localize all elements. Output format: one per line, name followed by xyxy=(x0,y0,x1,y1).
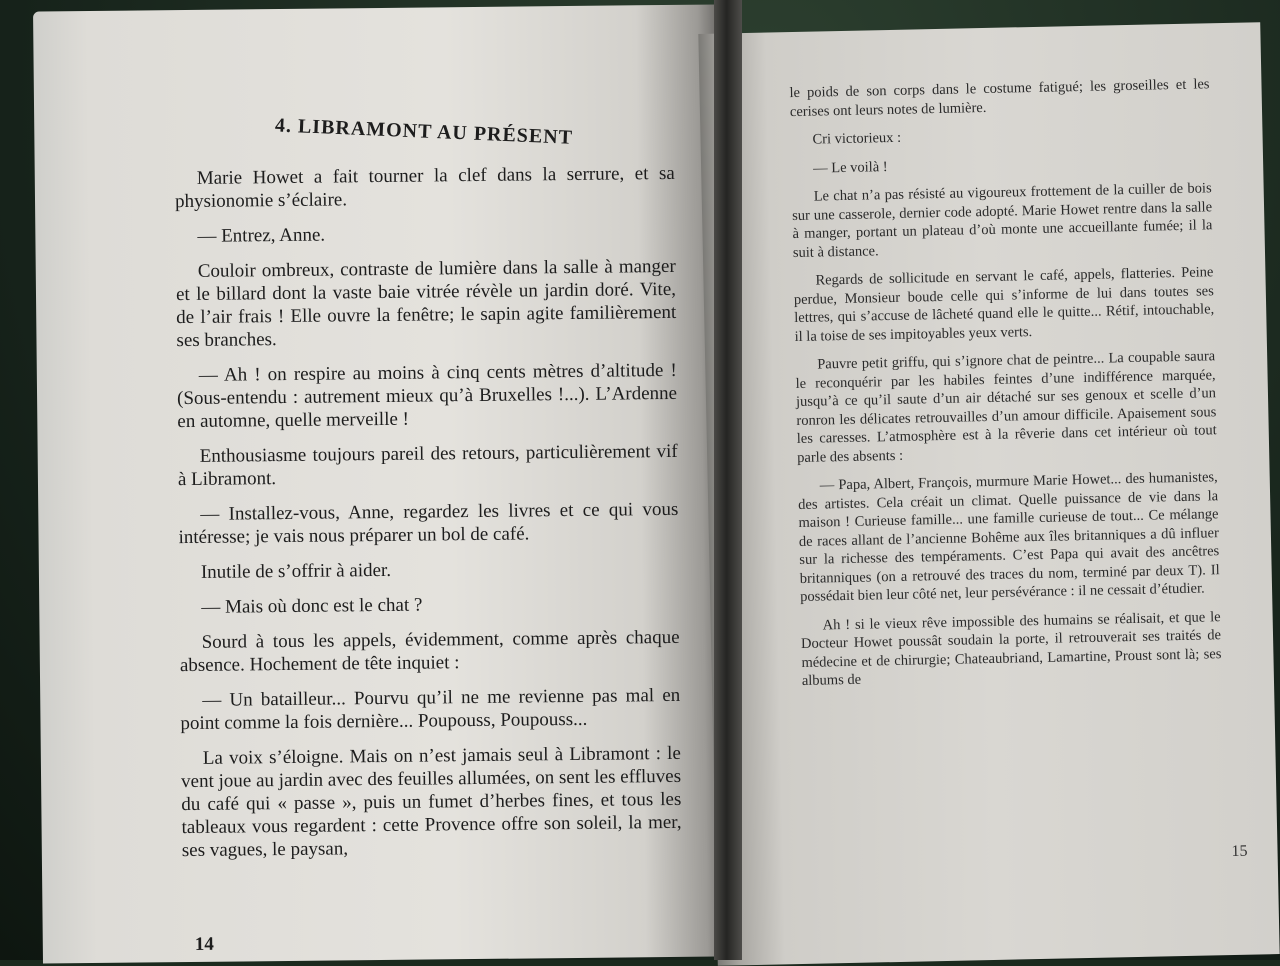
page-number-right: 15 xyxy=(1231,842,1248,860)
paragraph: Marie Howet a fait tourner la clef dans la serrure, et sa physionomie s’éclaire. xyxy=(174,162,675,213)
right-page xyxy=(698,22,1279,966)
paragraph: La voix s’éloigne. Mais on n’est jamais seul à Libramont : le vent joue au jardin avec des feuilles allumées, on sent les effluves du café qui « passe », puis un fumet d’herbes fines, et tous les tableaux vous regardent : cette Provence offre son soleil, la mer, ses vagues, le paysan, xyxy=(180,742,682,862)
left-page xyxy=(33,4,728,963)
left-page-text xyxy=(174,105,682,874)
paragraph: Couloir ombreux, contraste de lumière dans la salle à manger et le billard dont la vaste baie vitrée révèle un jardin doré. Vite, de l’air frais ! Elle ouvre la fenêtre; le sapin agite familièrement ses branches. xyxy=(175,255,677,352)
paragraph: — Ah ! on respire au moins à cinq cents mètres d’altitude ! (Sous-entendu : autrement mieux qu’à Bruxelles !...). L’Ardenne en automne, quelle merveille ! xyxy=(176,359,678,433)
paragraph: Enthousiasme toujours pareil des retours, particulièrement vif à Libramont. xyxy=(177,440,678,491)
paragraph: — Entrez, Anne. xyxy=(197,224,326,247)
right-page-text xyxy=(789,75,1222,700)
paragraph: — Le voilà ! xyxy=(812,158,888,177)
paragraph: Pauvre petit griffu, qui s’ignore chat de peintre... La coupable saura le reconquérir par les habiles feintes d’une indifférence marquée, jusqu’à ce qu’il saute d’un air détaché sur ses genoux et scelle d’un ronron les délicates retrouvailles d’un amour difficile. Apaisement sous les caresses. L’atmosphère est à la rêverie dans cet intérieur où tout parle des absents : xyxy=(795,348,1217,466)
book-gutter xyxy=(714,0,742,960)
paragraph: — Mais où donc est le chat ? xyxy=(201,594,423,618)
paragraph: Sourd à tous les appels, évidemment, comme après chaque absence. Hochement de tête inquiet : xyxy=(179,626,680,677)
paragraph: — Papa, Albert, François, murmure Marie Howet... des humanistes, des artistes. Cela créait un climat. Quelle puissance de vie dans la maison ! Curieuse famille... une famille curieuse de tout... Ce mélange de races allant de l’ancienne Bohême aux îles britanniques a dû influer sur la richesse des tempéraments. C’est Papa qui avait des ancêtres britanniques (on a retrouvé des traces du nom, terminé par deux T). Il possédait bien leur côté net, leur persévérance : il ne cessait d’étudier. xyxy=(798,469,1220,605)
paragraph: — Installez-vous, Anne, regardez les livres et ce qui vous intéresse; je vais nous préparer un bol de café. xyxy=(178,498,679,549)
paragraph: Inutile de s’offrir à aider. xyxy=(200,559,392,583)
paragraph: Ah ! si le vieux rêve impossible des humains se réalisait, et que le Docteur Howet poussât soudain la porte, il retrouverait ses traités de médecine et de chirurgie; Chateaubriand, Lamartine, Proust sont là; ses albums de xyxy=(800,608,1222,689)
page-number-left: 14 xyxy=(194,933,214,955)
paragraph: Cri victorieux : xyxy=(812,129,902,148)
paragraph: Regards de sollicitude en servant le café, appels, flatteries. Peine perdue, Monsieur boude celle qui s’informe de lui dans toutes ses lettres, qui s’accuse de lâcheté quand elle le quitte... Rétif, intouchable, il la toise de ses impitoyables yeux verts. xyxy=(793,264,1215,345)
chapter-title: 4. LIBRAMONT AU PRÉSENT xyxy=(274,114,574,149)
paragraph: Le chat n’a pas résisté au vigoureux frottement de la cuiller de bois sur une casserole, dernier code adopté. Marie Howet rentre dans la salle à manger, portant un plateau d’où monte une accueillante fumée; il la suit à distance. xyxy=(791,180,1213,261)
paragraph: le poids de son corps dans le costume fatigué; les groseilles et les cerises ont leurs notes de lumière. xyxy=(789,76,1210,120)
book-spread xyxy=(30,0,1280,960)
paragraph: — Un batailleur... Pourvu qu’il ne me revienne pas mal en point comme la fois dernière... Poupouss, Poupouss... xyxy=(180,684,681,735)
